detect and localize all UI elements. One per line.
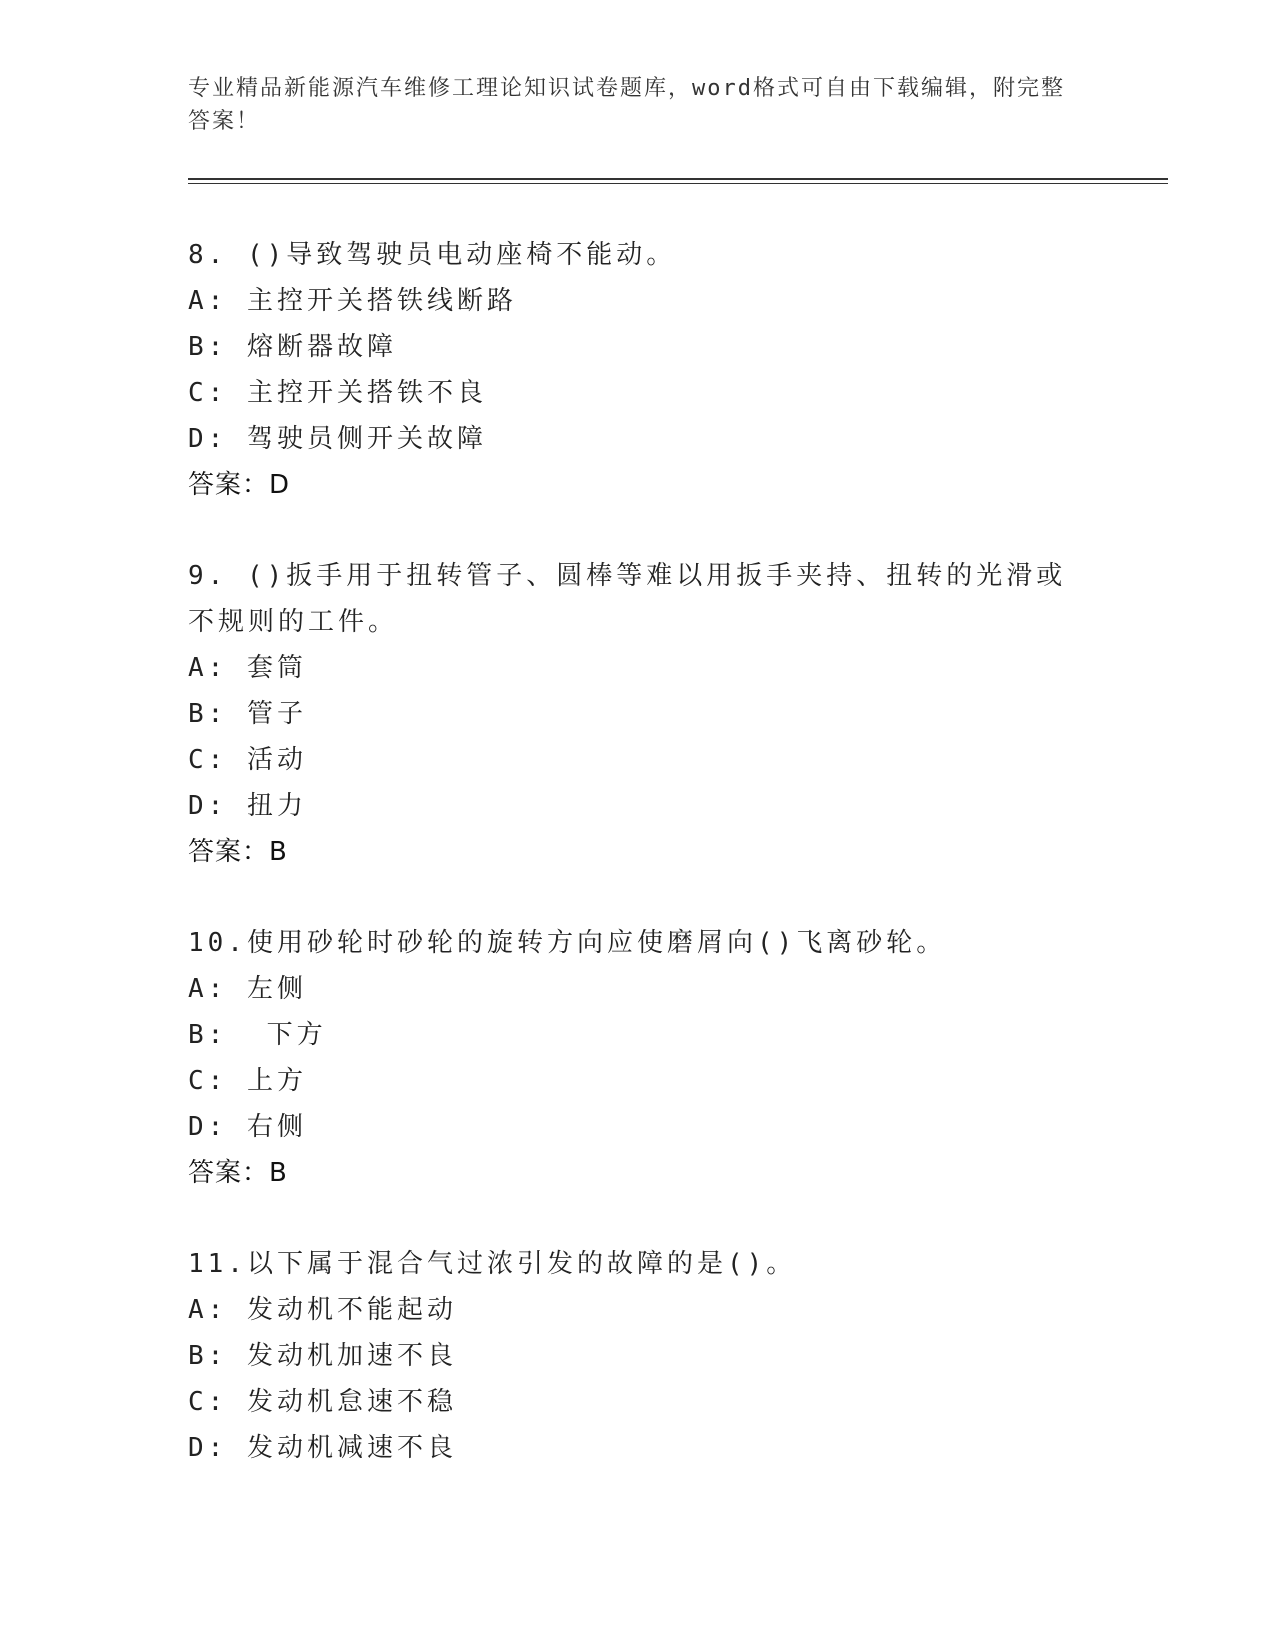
- question-stem: 10.使用砂轮时砂轮的旋转方向应使磨屑向()飞离砂轮。: [188, 928, 947, 958]
- option-c: C: 活动: [188, 745, 307, 775]
- answer-label: 答案：B: [188, 837, 288, 867]
- question-item: [188, 1241, 1088, 1471]
- question-item: [188, 920, 1088, 1196]
- option-b: B: 发动机加速不良: [188, 1341, 457, 1371]
- option-a: A: 发动机不能起动: [188, 1295, 457, 1325]
- option-c: C: 主控开关搭铁不良: [188, 378, 487, 408]
- question-stem: 8. ()导致驾驶员电动座椅不能动。: [188, 240, 677, 270]
- option-d: D: 扭力: [188, 791, 307, 821]
- option-d: D: 发动机减速不良: [188, 1433, 457, 1463]
- answer-label: 答案：D: [188, 470, 291, 500]
- option-a: A: 套筒: [188, 653, 307, 683]
- question-stem: 9. ()扳手用于扭转管子、圆棒等难以用扳手夹持、扭转的光滑或不规则的工件。: [188, 561, 1067, 637]
- question-item: [188, 553, 1088, 875]
- option-c: C: 上方: [188, 1066, 307, 1096]
- answer-label: 答案：B: [188, 1158, 288, 1188]
- question-list: [188, 232, 1088, 1516]
- question-stem: 11.以下属于混合气过浓引发的故障的是()。: [188, 1249, 797, 1279]
- header-divider: [188, 178, 1168, 184]
- option-d: D: 驾驶员侧开关故障: [188, 424, 487, 454]
- option-b: B: 管子: [188, 699, 307, 729]
- option-a: A: 左侧: [188, 974, 307, 1004]
- option-c: C: 发动机怠速不稳: [188, 1387, 457, 1417]
- document-header-text: 专业精品新能源汽车维修工理论知识试卷题库，word格式可自由下载编辑，附完整答案！: [188, 76, 1065, 134]
- option-d: D: 右侧: [188, 1112, 307, 1142]
- question-item: [188, 232, 1088, 508]
- option-b: B: 下方: [188, 1020, 327, 1050]
- option-b: B: 熔断器故障: [188, 332, 397, 362]
- option-a: A: 主控开关搭铁线断路: [188, 286, 517, 316]
